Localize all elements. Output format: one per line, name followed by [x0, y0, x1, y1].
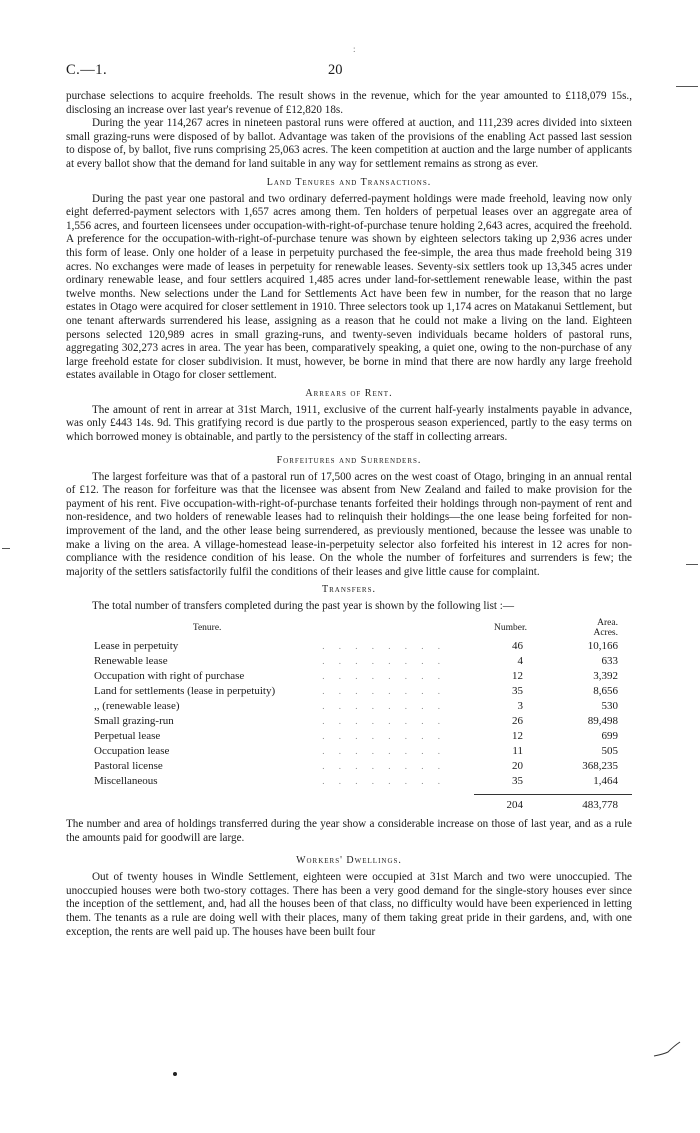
table-row	[66, 729, 632, 744]
section-heading-transfers: Transfers.	[321, 584, 376, 596]
number-cell: 35	[512, 685, 523, 697]
leader-dots: . . . . . . . .	[322, 656, 446, 666]
paragraph: During the past year one pastoral and two ordinary deferred-payment holdings were made freehold, leaving now only eight deferred-payment selectors with 1,657 acres among them. Ten holders of perpetual leases over an aggregate area of 1,556 acres, and fourteen licensees under occupation-with-right-of-purchase tenure holding 2,643 acres, acquired the freehold. A preference for the occupation-with-right-of-purchase tenure was shown by eighteen selectors taking up 2,936 acres under this form of lease. Only one holder of a lease in perpetuity purchased the fee-simple, the area thus made freehold being 319 acres. No exchanges were made of leases in perpetuity for renewable leases. Seventy-six settlers took up 13,345 acres under ordinary renewable lease, and four settlers acquired 1,485 acres under land-for-settlement renewable lease, within the past twelve months. New selections under the Land for Settlements Act have been few in number, for the reason that no large estates in Otago were acquired for closer settlement in 1910. Three selectors took up 1,174 acres on Matakanui Settlement, but one tenant afterwards surrendered his lease, assigning as a reason that he could not make a living on the land. Eighteen persons selected 120,989 acres in small grazing-runs, and twenty-seven individuals became holders of pastoral runs, aggregating 302,273 acres in area. The year has been, comparatively speaking, a quiet one, owing to the non-purchase of any large freehold estate for closer subdivision. It must, however, be borne in mind that there are now hardly any large freehold estates available in Otago for closer settlement.	[66, 192, 632, 382]
leader-dots: . . . . . . . .	[322, 671, 446, 681]
tenure-cell: Perpetual lease	[94, 730, 161, 742]
number-cell: 12	[512, 670, 523, 682]
leader-dots: . . . . . . . .	[322, 686, 446, 696]
number-cell: 12	[512, 730, 523, 742]
paragraph: During the year 114,267 acres in nineteen pastoral runs were offered at auction, and 111,239 acres divided into sixteen small grazing-runs were disposed of by ballot. Advantage was taken of the provisions of the enabling Act passed last session to dispose of, by ballot, five runs comprising 25,063 acres. The keen competition at auction and the large number of applicants at every ballot show that the demand for land suitable in any way for settlement remains as strong as ever.	[66, 117, 632, 170]
number-cell: 11	[512, 745, 523, 757]
section-heading-land-tenures: Land Tenures and Transactions.	[266, 176, 432, 188]
section-heading-arrears: Arrears of Rent.	[305, 387, 393, 399]
number-cell: 3	[517, 700, 523, 712]
number-cell: 35	[512, 775, 523, 787]
tenure-cell: Occupation lease	[94, 745, 170, 757]
total-area: 483,778	[582, 799, 618, 811]
section-heading-forfeitures: Forfeitures and Surrenders.	[276, 454, 422, 466]
margin-dash	[686, 564, 698, 565]
page-dot	[173, 1072, 177, 1076]
area-cell: 505	[601, 745, 618, 757]
tenure-cell: Small grazing-run	[94, 715, 174, 727]
number-cell: 4	[517, 655, 523, 667]
area-cell: 633	[601, 655, 618, 667]
leader-dots: . . . . . . . .	[322, 776, 446, 786]
margin-dash	[2, 548, 10, 549]
number-cell: 26	[512, 715, 523, 727]
transfers-table	[66, 617, 632, 813]
total-number: 204	[506, 799, 523, 811]
area-cell: 530	[601, 700, 618, 712]
table-row	[66, 699, 632, 714]
column-header-area: Area. Acres.	[593, 618, 618, 638]
paragraph: The largest forfeiture was that of a pastoral run of 17,500 acres on the west coast of Otago, bringing in an annual rental of £12. The reason for forfeiture was that the licensee was absent from New Zealand and failed to make provision for the payment of his rent. Five occupation-with-right-of-purchase tenants forfeited their holdings through non-payment of rent and non-residence, and two holders of renewable leases had to relinquish their holdings—the one lease being forfeited for non-improvement of the land, and the other lease being surrendered, as previously mentioned, because the lessee was unable to make a living on the area. A village-homestead lease-in-perpetuity selector also forfeited his interest in 12 acres for non-compliance with the residence condition of his lease. On the whole the number of forfeitures and surrenders is few; the majority of the settlers satisfactorily fulfil the conditions of their leases and give little cause for complaint.	[66, 470, 632, 578]
leader-dots: . . . . . . . .	[322, 701, 446, 711]
leader-dots: . . . . . . . .	[322, 641, 446, 651]
area-cell: 368,235	[582, 760, 618, 772]
area-cell: 10,166	[587, 640, 618, 652]
area-cell: 8,656	[593, 685, 618, 697]
table-row	[66, 669, 632, 684]
section-heading-workers-dwellings: Workers' Dwellings.	[296, 855, 402, 867]
table-row	[66, 744, 632, 759]
table-header-row	[66, 617, 632, 639]
page-margin-mark: :	[353, 44, 356, 54]
column-header-number: Number.	[494, 623, 527, 633]
table-row	[66, 684, 632, 699]
tenure-cell: Renewable lease	[94, 655, 168, 667]
section-code: C.—1.	[66, 62, 108, 78]
margin-pen-mark	[652, 1040, 682, 1060]
tenure-cell: ,, (renewable lease)	[94, 700, 180, 712]
table-row	[66, 759, 632, 774]
leader-dots: . . . . . . . .	[322, 746, 446, 756]
table-row	[66, 639, 632, 654]
leader-dots: . . . . . . . .	[322, 716, 446, 726]
tenure-cell: Miscellaneous	[94, 775, 158, 787]
tenure-cell: Pastoral license	[94, 760, 163, 772]
table-row	[66, 654, 632, 669]
paragraph: The amount of rent in arrear at 31st March, 1911, exclusive of the current half-yearly instalments payable in advance, was only £443 14s. 9d. This gratifying record is due partly to the prosperous season experienced, partly to the easy terms on which borrowed money is obtainable, and partly to the persistency of the staff in collecting arrears.	[66, 403, 632, 444]
table-row	[66, 774, 632, 789]
page-header	[66, 62, 632, 90]
column-header-tenure: Tenure.	[192, 623, 222, 633]
paragraph: Out of twenty houses in Windle Settlement, eighteen were occupied at 31st March and two were unoccupied. The unoccupied houses were both two-story cottages. There has been a very good demand for the single-story houses ever since the inception of the settlement, and, had all the houses been of that class, no difficulty would have been experienced in letting them. The tenants as a rule are doing well with their places, many of them taking great pride in their gardens, and, with one exception, the rents are well paid up. The houses have been built four	[66, 871, 632, 938]
leader-dots: . . . . . . . .	[322, 731, 446, 741]
paragraph: purchase selections to acquire freeholds. The result shows in the revenue, which for the year amounted to £118,079 15s., disclosing an increase over last year's revenue of £12,820 18s.	[66, 90, 632, 116]
area-cell: 89,498	[587, 715, 618, 727]
tenure-cell: Lease in perpetuity	[94, 640, 179, 652]
table-row	[66, 714, 632, 729]
paragraph: The number and area of holdings transferred during the year show a considerable increase on those of last year, and as a rule the amounts paid for goodwill are large.	[66, 818, 632, 844]
area-cell: 699	[601, 730, 618, 742]
page-number: 20	[328, 62, 343, 78]
tenure-cell: Occupation with right of purchase	[94, 670, 245, 682]
document-page	[66, 62, 632, 939]
area-cell: 1,464	[593, 775, 618, 787]
number-cell: 46	[512, 640, 523, 652]
number-cell: 20	[512, 760, 523, 772]
tenure-cell: Land for settlements (lease in perpetuity)	[94, 685, 276, 697]
margin-dash	[676, 86, 698, 87]
area-cell: 3,392	[593, 670, 618, 682]
paragraph: The total number of transfers completed during the past year is shown by the following list :—	[92, 600, 515, 613]
total-row	[66, 795, 632, 814]
leader-dots: . . . . . . . .	[322, 761, 446, 771]
